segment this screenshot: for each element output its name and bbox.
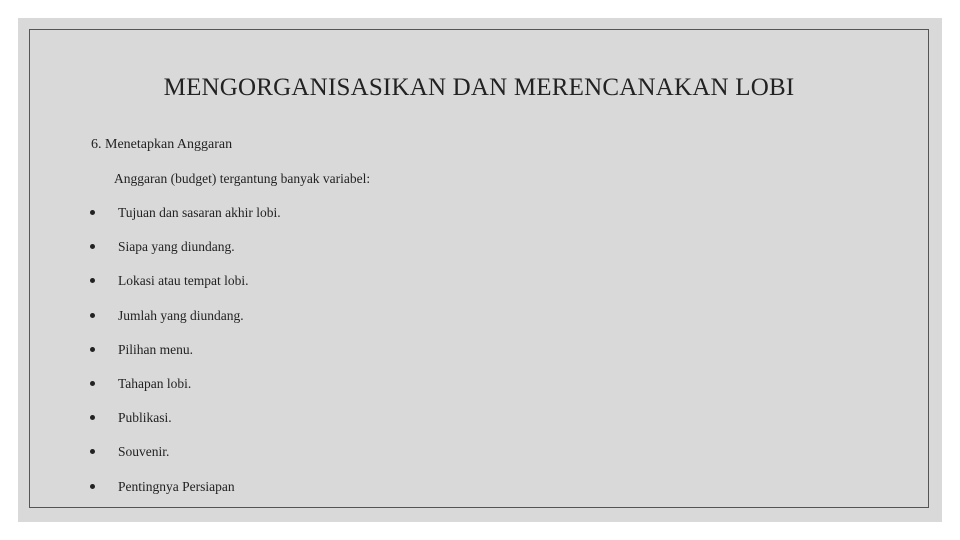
list-item-text: Publikasi. <box>118 410 172 425</box>
bullet-dot-icon <box>90 278 95 283</box>
bullet-dot-icon <box>90 484 95 489</box>
bullet-dot-icon <box>90 210 95 215</box>
bullet-dot-icon <box>90 381 95 386</box>
section-heading: 6. Menetapkan Anggaran <box>91 137 233 152</box>
bullet-dot-icon <box>90 415 95 420</box>
slide-background <box>18 18 942 522</box>
list-item-text: Pentingnya Persiapan <box>118 479 235 494</box>
intro-text: Anggaran (budget) tergantung banyak variabel: <box>114 171 371 186</box>
list-item-text: Tujuan dan sasaran akhir lobi. <box>118 205 281 220</box>
bullet-dot-icon <box>90 347 95 352</box>
list-item-text: Tahapan lobi. <box>118 376 192 391</box>
bullet-dot-icon <box>90 449 95 454</box>
bullet-dot-icon <box>90 313 95 318</box>
slide-frame <box>29 29 929 508</box>
list-item-text: Souvenir. <box>118 444 170 459</box>
bullet-dot-icon <box>90 244 95 249</box>
list-item-text: Lokasi atau tempat lobi. <box>118 273 249 288</box>
list-item-text: Siapa yang diundang. <box>118 239 235 254</box>
list-item-text: Jumlah yang diundang. <box>118 308 244 323</box>
slide-title: MENGORGANISASIKAN DAN MERENCANAKAN LOBI <box>163 74 795 101</box>
list-item-text: Pilihan menu. <box>118 342 193 357</box>
